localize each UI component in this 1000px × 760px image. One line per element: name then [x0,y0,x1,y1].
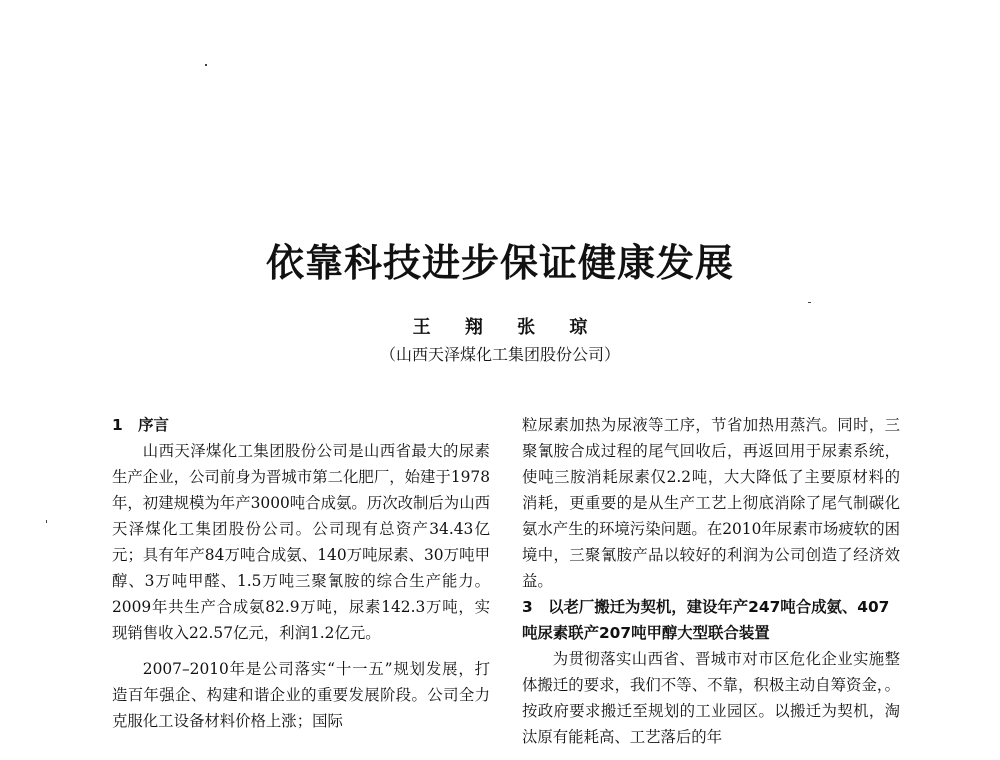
body-paragraph: 山西天泽煤化工集团股份公司是山西省最大的尿素生产企业，公司前身为晋城市第二化肥厂，始建于1978年，初建规模为年产3000吨合成氨。历次改制后为山西天泽煤化工集团股份公司。公司现有总资产34.43亿元；具有年产84万吨合成氨、140万吨尿素、30万吨甲醇、3万吨甲醛、1.5万吨三聚氰胺的综合生产能力。2009年共生产合成氨82.9万吨，尿素142.3万吨，实现销售收入22.57亿元，利润1.2亿元。 [112,442,490,642]
section-heading-preface: 1 序言 [112,416,169,434]
left-column [112,412,490,734]
scan-speck [46,520,47,523]
scan-speck [808,302,811,303]
body-paragraph-continued: 粒尿素加热为尿液等工序，节省加热用蒸汽。同时，三聚氰胺合成过程的尾气回收后，再返回用于尿素系统，使吨三胺消耗尿素仅2.2吨，大大降低了主要原材料的消耗，更重要的是从生产工艺上彻底消除了尾气制碳化氨水产生的环境污染问题。在2010年尿素市场疲软的困境中，三聚氰胺产品以较好的利润为公司创造了经济效益。 [522,416,900,590]
body-paragraph: 2007–2010年是公司落实“十一五”规划发展，打造百年强企、构建和谐企业的重要发展阶段。公司全力克服化工设备材料价格上涨；国际 [112,660,490,730]
section-heading-relocation: 3 以老厂搬迁为契机，建设年产247吨合成氨、407吨尿素联产207吨甲醇大型联合装置 [522,598,890,642]
right-column [522,412,900,750]
scan-speck [205,64,207,66]
article-title: 依靠科技进步保证健康发展 [265,240,734,285]
body-paragraph: 为贯彻落实山西省、晋城市对市区危化企业实施整体搬迁的要求，我们不等、不靠，积极主动自筹资金，。按政府要求搬迁至规划的工业园区。以搬迁为契机，淘汰原有能耗高、工艺落后的年 [522,650,900,746]
article-authors: 王 翔 张 琼 [412,317,588,338]
article-affiliation: （山西天泽煤化工集团股份公司） [379,345,620,364]
